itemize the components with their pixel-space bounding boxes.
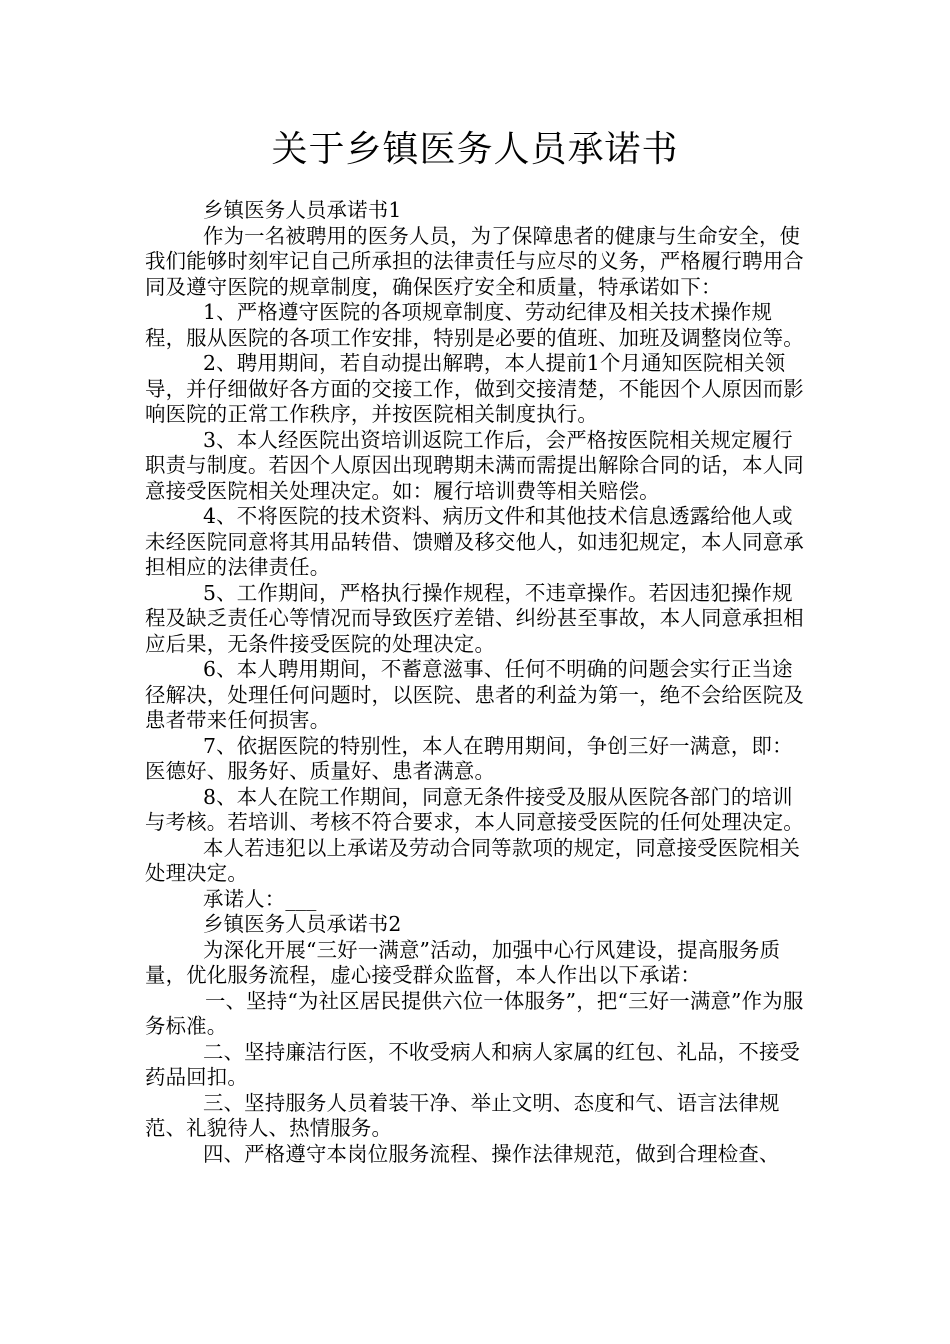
pledge-item-3: 三、坚持服务人员着装干净、举止文明、态度和气、语言法律规范、礼貌待人、热情服务。 — [145, 1090, 780, 1140]
pledge-item-4: 四、严格遵守本岗位服务流程、操作法律规范，做到合理检查、 — [203, 1141, 780, 1166]
pledge-item-1: 一、坚持“为社区居民提供六位一体服务”，把“三好一满意”作为服务标准。 — [145, 988, 804, 1038]
commitment-item-4: 4、不将医院的技术资料、病历文件和其他技术信息透露给他人或未经医院同意将其用品转借、馈赠及移交他人，如违犯规定，本人同意承担相应的法律责任。 — [145, 504, 804, 579]
commitment-item-2: 2、聘用期间，若自动提出解聘，本人提前1个月通知医院相关领导，并仔细做好各方面的交接工作，做到交接清楚，不能因个人原因而影响医院的正常工作秩序，并按医院相关制度执行。 — [145, 351, 804, 426]
commitment-item-1: 1、严格遵守医院的各项规章制度、劳动纪律及相关技术操作规程，服从医院的各项工作安排，特别是必要的值班、加班及调整岗位等。 — [145, 300, 804, 350]
violation-clause: 本人若违犯以上承诺及劳动合同等款项的规定，同意接受医院相关处理决定。 — [145, 835, 801, 885]
section-heading-2: 乡镇医务人员承诺书2 — [203, 912, 402, 936]
document-title: 关于乡镇医务人员承诺书 — [271, 129, 679, 170]
intro-paragraph: 作为一名被聘用的医务人员，为了保障患者的健康与生命安全，使我们能够时刻牢记自己所承担的法律责任与应尽的义务，严格履行聘用合同及遵守医院的规章制度，确保医疗安全和质量，特承诺如下： — [145, 223, 804, 299]
section-heading-1: 乡镇医务人员承诺书1 — [203, 198, 402, 222]
commitment-item-5: 5、工作期间，严格执行操作规程，不违章操作。若因违犯操作规程及缺乏责任心等情况而导致医疗差错、纠纷甚至事故，本人同意承担相应后果，无条件接受医院的处理决定。 — [145, 580, 804, 656]
commitment-item-3: 3、本人经医院出资培训返院工作后，会严格按医院相关规定履行职责与制度。若因个人原因出现聘期未满而需提出解除合同的话，本人同意接受医院相关处理决定。如：履行培训费等相关赔偿。 — [145, 427, 804, 503]
commitment-item-8: 8、本人在院工作期间，同意无条件接受及服从医院各部门的培训与考核。若培训、考核不符合要求，本人同意接受医院的任何处理决定。 — [145, 784, 804, 834]
intro-paragraph-2: 为深化开展“三好一满意”活动，加强中心行风建设，提高服务质量，优化服务流程，虚心接受群众监督，本人作出以下承诺： — [145, 937, 781, 987]
pledge-item-2: 二、坚持廉洁行医，不收受病人和病人家属的红包、礼品，不接受药品回扣。 — [145, 1039, 801, 1089]
signature-line: 承诺人：___ — [203, 886, 317, 911]
document-body — [145, 198, 805, 1167]
commitment-item-6: 6、本人聘用期间，不蓄意滋事、任何不明确的问题会实行正当途径解决，处理任何问题时，以医院、患者的利益为第一，绝不会给医院及患者带来任何损害。 — [145, 657, 804, 732]
commitment-item-7: 7、依据医院的特别性，本人在聘用期间，争创三好一满意，即：医德好、服务好、质量好、患者满意。 — [145, 733, 793, 783]
